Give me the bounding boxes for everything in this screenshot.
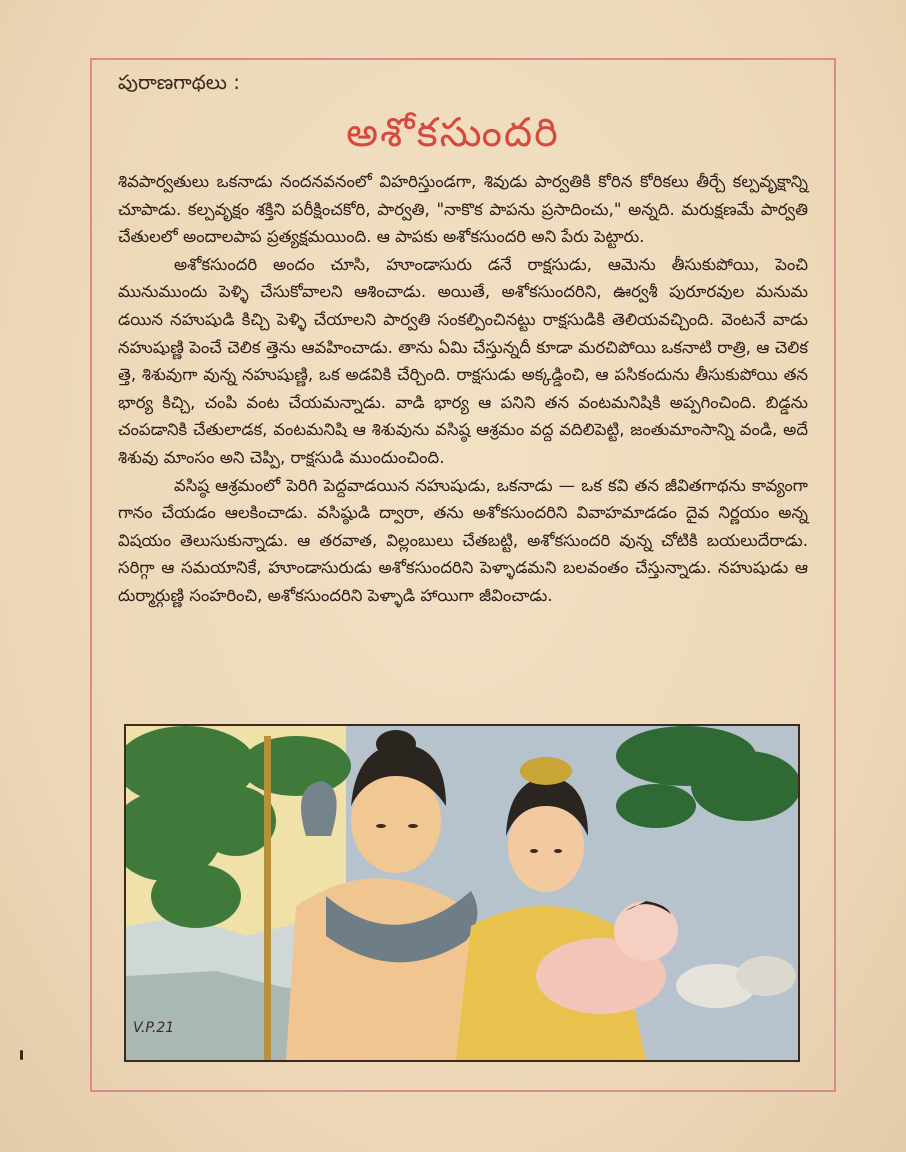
section-label: పురాణగాథలు :: [118, 70, 240, 94]
print-speck: [20, 1050, 23, 1060]
artist-signature: V.P.21: [133, 1020, 175, 1036]
article-body: [118, 168, 808, 610]
paragraph-2: అశోకసుందరి అందం చూసి, హూండాసురు డనే రాక్షసుడు, ఆమెను తీసుకుపోయి, పెంచి మునుముందు పెళ్ళి చేసుకోవాలని ఆశించాడు. అయితే, అశోకసుందరిని, ఊర్వశీ పురూరవుల మనుమ డయిన నహుషుడి కిచ్చి పెళ్ళి చేయాలని పార్వతి సంకల్పించినట్టు రాక్షసుడికి తెలియవచ్చింది. వెంటనే వాడు నహుషుణ్ణి పెంచే చెలిక త్తెను ఆవహించాడు. తాను ఏమి చేస్తున్నదీ కూడా మరచిపోయి ఒకనాటి రాత్రి, ఆ చెలిక త్తె, శిశువుగా వున్న నహుషుణ్ణి, ఒక అడవికి చేర్చింది. రాక్షసుడు అక్కడ్డించి, ఆ పసికందును తీసుకుపోయి తన భార్య కిచ్చి, చంపి వంట చేయమన్నాడు. వాడి భార్య ఆ పనిని తన వంటమనిషికి అప్పగించింది. బిడ్డను చంపడానికి చేతులాడక, వంటమనిషి ఆ శిశువును వసిష్ఠ ఆశ్రమం వద్ద వదిలిపెట్టి, జంతుమాంసాన్ని వండి, అదే శిశువు మాంసం అని చెప్పి, రాక్షసుడి ముందుంచింది.: [118, 254, 808, 467]
paragraph-1: శివపార్వతులు ఒకనాడు నందనవనంలో విహరిస్తుండగా, శివుడు పార్వతికి కోరిన కోరికలు తీర్చే కల్పవృక్షాన్ని చూపాడు. కల్పవృక్షం శక్తిని పరీక్షించకోరి, పార్వతి, "నాకొక పాపను ప్రసాదించు," అన్నది. మరుక్షణమే పార్వతి చేతులలో అందాలపాప ప్రత్యక్షమయింది. ఆ పాపకు అశోకసుందరి అని పేరు పెట్టారు.: [118, 172, 808, 247]
illustration-shiva-parvati: [124, 724, 800, 1062]
paragraph-3: వసిష్ఠ ఆశ్రమంలో పెరిగి పెద్దవాడయిన నహుషుడు, ఒకనాడు — ఒక కవి తన జీవితగాథను కావ్యంగా గానం చేయడం ఆలకించాడు. వసిష్ఠుడి ద్వారా, తను అశోకసుందరిని వివాహమాడడం దైవ నిర్ణయం అన్న విషయం తెలుసుకున్నాడు. ఆ తరవాత, విల్లంబులు చేతబట్టి, అశోకసుందరి వున్న చోటికి బయలుదేరాడు. సరిగ్గా ఆ సమయానికే, హూండాసురుడు అశోకసుందరిని పెళ్ళాడమని బలవంతం చేస్తున్నాడు. నహుషుడు ఆ దుర్మార్గుణ్ణి సంహరించి, అశోకసుందరిని పెళ్ళాడి హాయిగా జీవించాడు.: [118, 475, 808, 605]
article-title: అశోకసుందరి: [346, 110, 560, 156]
